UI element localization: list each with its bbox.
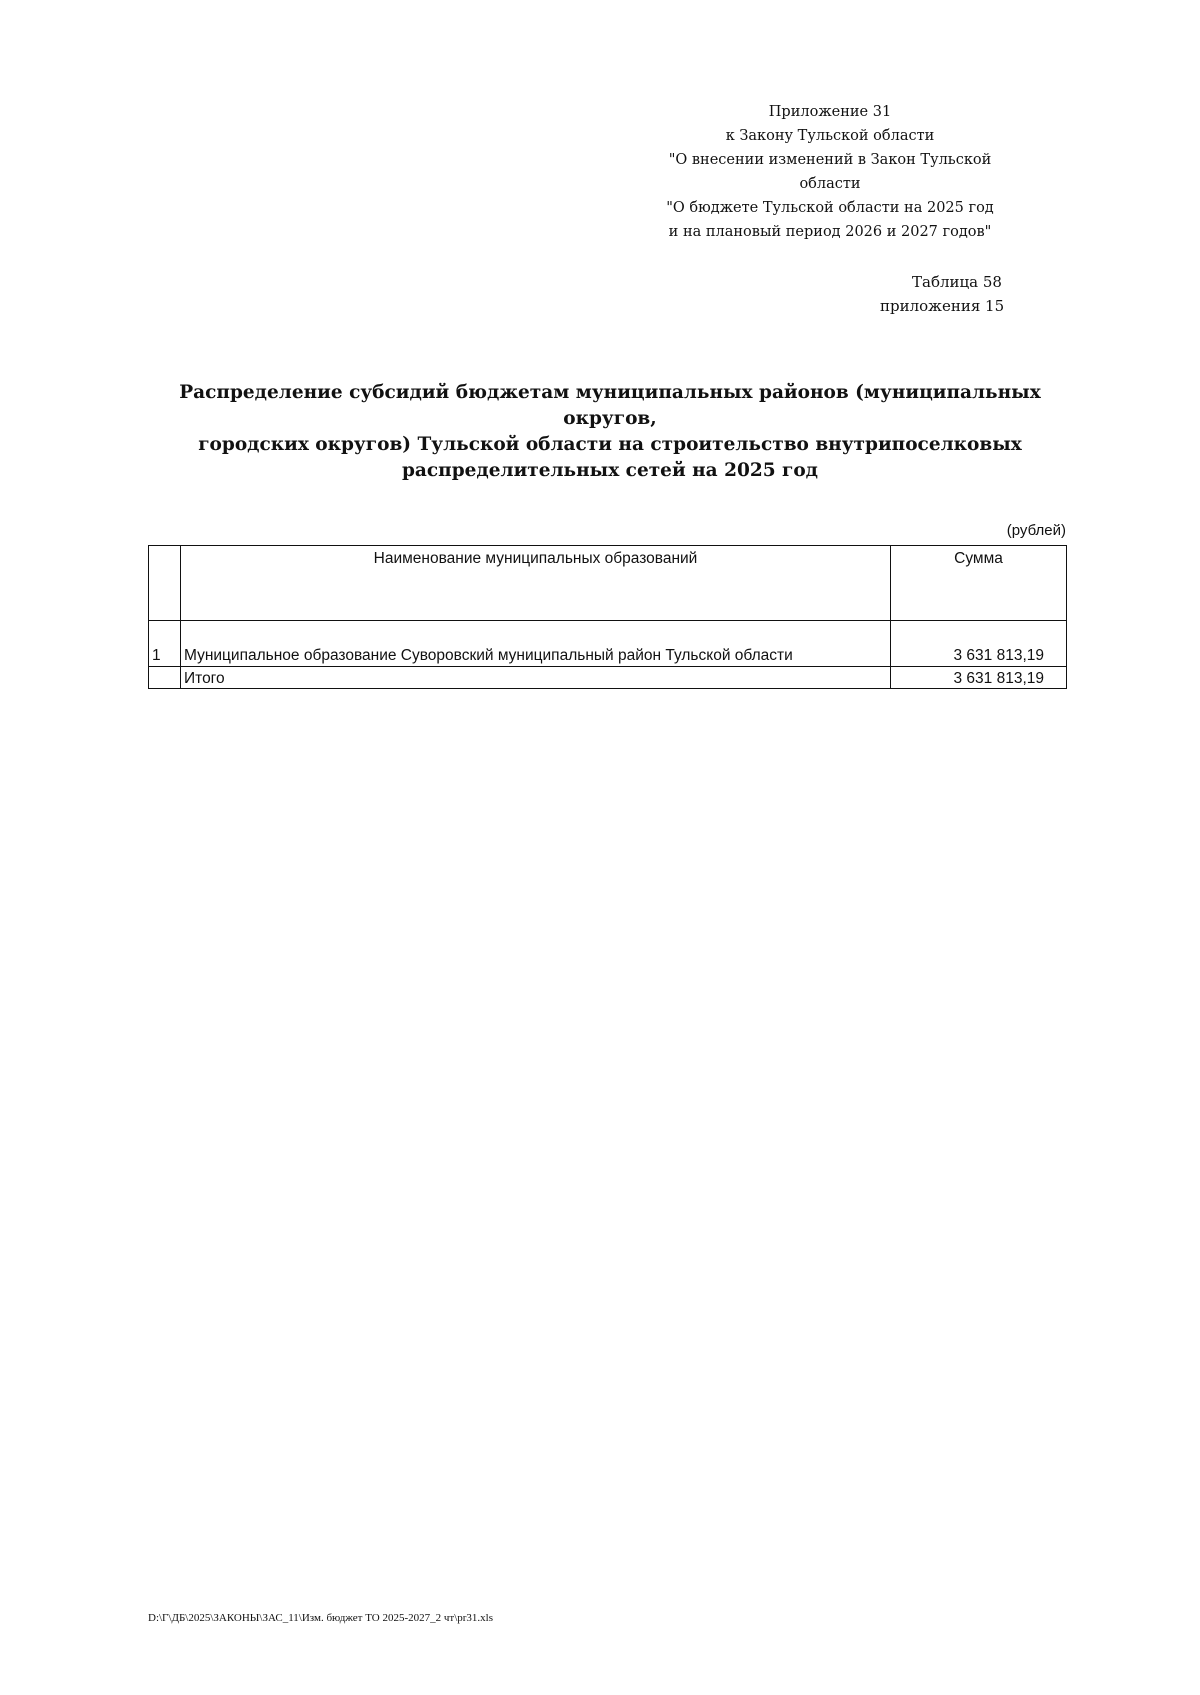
header-name: Наименование муниципальных образований bbox=[181, 546, 891, 621]
title-line: Распределение субсидий бюджетам муниципальных районов (муниципальных округов, bbox=[179, 382, 1041, 429]
row-number: 1 bbox=[149, 621, 181, 667]
appendix-line: "О внесении изменений в Закон Тульской области bbox=[668, 152, 992, 192]
table-total-row bbox=[149, 667, 1067, 689]
title-line: распределительных сетей на 2025 год bbox=[401, 460, 819, 481]
row-name: Муниципальное образование Суворовский муниципальный район Тульской области bbox=[181, 621, 891, 667]
appendix-line: к Закону Тульской области bbox=[725, 128, 935, 144]
units-label: (рублей) bbox=[1006, 522, 1066, 539]
table-header-row bbox=[149, 546, 1067, 621]
total-number bbox=[149, 667, 181, 689]
appendix-line: "О бюджете Тульской области на 2025 год bbox=[666, 200, 994, 216]
table-row bbox=[149, 621, 1067, 667]
table-number: Таблица 58 bbox=[912, 273, 1002, 291]
title-line: городских округов) Тульской области на строительство внутрипоселковых bbox=[198, 434, 1022, 455]
header-number bbox=[149, 546, 181, 621]
header-amount: Сумма bbox=[891, 546, 1067, 621]
document-title bbox=[150, 380, 1070, 484]
row-amount: 3 631 813,19 bbox=[891, 621, 1067, 667]
distribution-table bbox=[148, 545, 1067, 689]
appendix-header bbox=[650, 100, 1010, 244]
total-amount: 3 631 813,19 bbox=[891, 667, 1067, 689]
appendix-reference: приложения 15 bbox=[880, 297, 1005, 315]
total-label: Итого bbox=[181, 667, 891, 689]
file-path-footer: D:\Г\ДБ\2025\ЗАКОНЫ\ЗАС_11\Изм. бюджет ТО 2025-2027_2 чт\pr31.xls bbox=[148, 1612, 494, 1624]
appendix-line: и на плановый период 2026 и 2027 годов" bbox=[668, 224, 992, 240]
appendix-line: Приложение 31 bbox=[768, 104, 892, 120]
table-reference bbox=[880, 270, 1040, 318]
